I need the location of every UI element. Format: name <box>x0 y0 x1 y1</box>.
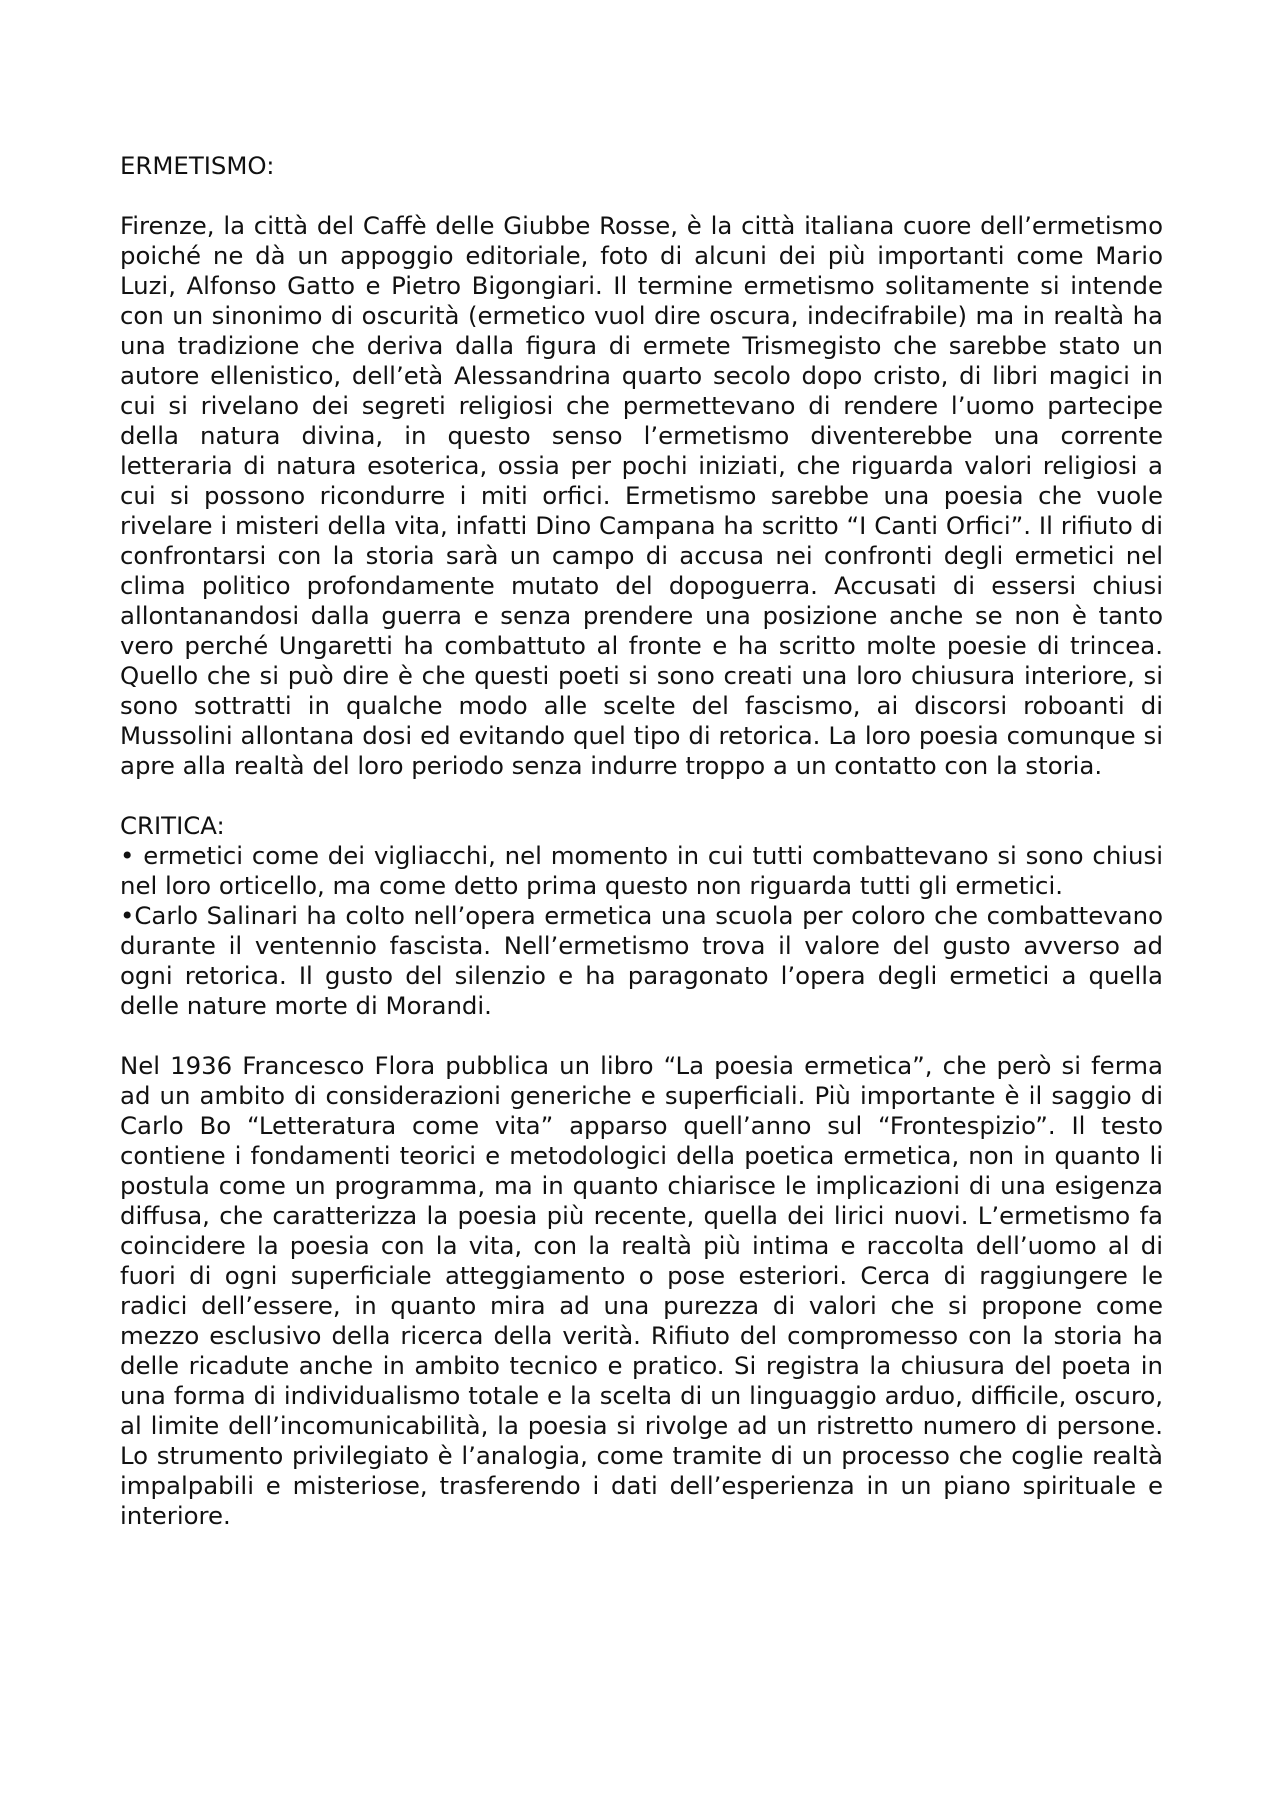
critica-bullet-1: • ermetici come dei vigliacchi, nel momento in cui tutti combattevano si sono chiusi nel loro orticello, ma come detto prima questo non riguarda tutti gli ermetici. <box>120 841 1163 900</box>
heading-critica: CRITICA: <box>120 811 225 840</box>
paragraph-flora-bo: Nel 1936 Francesco Flora pubblica un libro “La poesia ermetica”, che però si ferma ad un ambito di considerazioni generiche e superficiali. Più importante è il saggio di Carlo Bo “Letteratura come vita” apparso quell’anno sul “Frontespizio”. Il testo contiene i fondamenti teorici e metodologici della poetica ermetica, non in quanto li postula come un programma, ma in quanto chiarisce le implicazioni di una esigenza diffusa, che caratterizza la poesia più recente, quella dei lirici nuovi. L’ermetismo fa coincidere la poesia con la vita, con la realtà più intima e raccolta dell’uomo al di fuori di ogni superficiale atteggiamento o pose esteriori. Cerca di raggiungere le radici dell’essere, in quanto mira ad una purezza di valori che si propone come mezzo esclusivo della ricerca della verità. Rifiuto del compromesso con la storia ha delle ricadute anche in ambito tecnico e pratico. Si registra la chiusura del poeta in una forma di individualismo totale e la scelta di un linguaggio arduo, difficile, oscuro, al limite dell’incomunicabilità, la poesia si rivolge ad un ristretto numero di persone. Lo strumento privilegiato è l’analogia, come tramite di un processo che coglie realtà impalpabili e misteriose, trasferendo i dati dell’esperienza in un piano spirituale e interiore. <box>120 1051 1163 1530</box>
document-body <box>120 151 1163 1531</box>
heading-ermetismo: ERMETISMO: <box>120 151 275 180</box>
paragraph-ermetismo-intro: Firenze, la città del Caffè delle Giubbe Rosse, è la città italiana cuore dell’ermetismo poiché ne dà un appoggio editoriale, foto di alcuni dei più importanti come Mario Luzi, Alfonso Gatto e Pietro Bigongiari. Il termine ermetismo solitamente si intende con un sinonimo di oscurità (ermetico vuol dire oscura, indecifrabile) ma in realtà ha una tradizione che deriva dalla figura di ermete Trismegisto che sarebbe stato un autore ellenistico, dell’età Alessandrina quarto secolo dopo cristo, di libri magici in cui si rivelano dei segreti religiosi che permettevano di rendere l’uomo partecipe della natura divina, in questo senso l’ermetismo diventerebbe una corrente letteraria di natura esoterica, ossia per pochi iniziati, che riguarda valori religiosi a cui si possono ricondurre i miti orfici. Ermetismo sarebbe una poesia che vuole rivelare i misteri della vita, infatti Dino Campana ha scritto “I Canti Orfici”. Il rifiuto di confrontarsi con la storia sarà un campo di accusa nei confronti degli ermetici nel clima politico profondamente mutato del dopoguerra. Accusati di essersi chiusi allontanandosi dalla guerra e senza prendere una posizione anche se non è tanto vero perché Ungaretti ha combattuto al fronte e ha scritto molte poesie di trincea. Quello che si può dire è che questi poeti si sono creati una loro chiusura interiore, si sono sottratti in qualche modo alle scelte del fascismo, ai discorsi roboanti di Mussolini allontana dosi ed evitando quel tipo di retorica. La loro poesia comunque si apre alla realtà del loro periodo senza indurre troppo a un contatto con la storia. <box>120 211 1163 780</box>
spacer <box>120 781 1163 811</box>
spacer <box>120 1021 1163 1051</box>
critica-bullet-2: •Carlo Salinari ha colto nell’opera ermetica una scuola per coloro che combattevano durante il ventennio fascista. Nell’ermetismo trova il valore del gusto avverso ad ogni retorica. Il gusto del silenzio e ha paragonato l’opera degli ermetici a quella delle nature morte di Morandi. <box>120 901 1163 1020</box>
spacer <box>120 181 1163 211</box>
